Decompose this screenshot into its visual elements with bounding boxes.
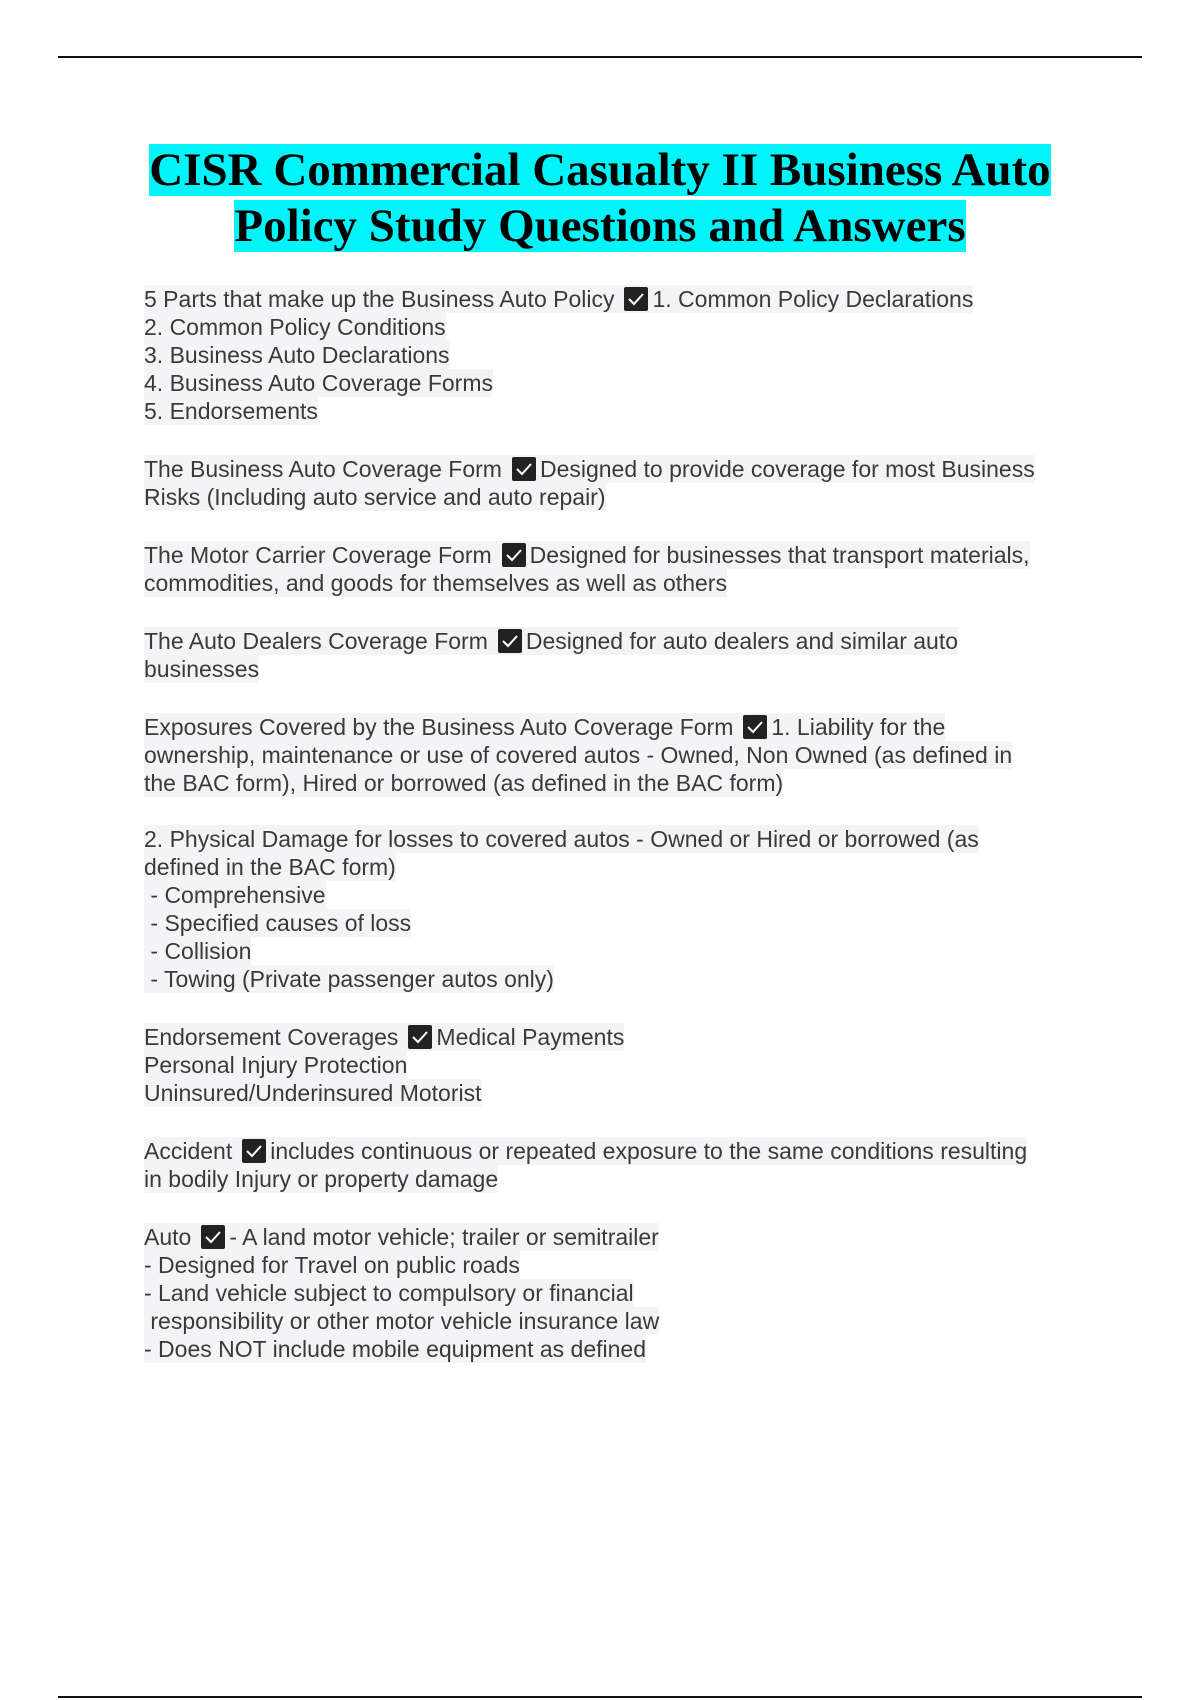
qa-item <box>144 1023 1094 1107</box>
checkbox-check-icon <box>624 287 648 311</box>
answer-text: businesses <box>144 656 260 682</box>
question-answer-line <box>144 455 1035 483</box>
checkbox-check-icon <box>201 1225 225 1249</box>
answer-text: - Does NOT include mobile equipment as defined <box>144 1336 647 1362</box>
header-rule <box>58 56 1142 58</box>
answer-text: Uninsured/Underinsured Motorist <box>144 1080 482 1106</box>
answer-text: includes continuous or repeated exposure to the same conditions resulting <box>270 1138 1028 1164</box>
answer-text: responsibility or other motor vehicle insurance law <box>144 1308 660 1334</box>
answer-text: 3. Business Auto Declarations <box>144 342 450 368</box>
qa-first-line <box>144 1137 1094 1165</box>
answer-text: Risks (Including auto service and auto repair) <box>144 484 606 510</box>
answer-text: 2. Common Policy Conditions <box>144 314 446 340</box>
answer-text: 1. Liability for the <box>771 714 946 740</box>
qa-first-line <box>144 1223 1094 1251</box>
answer-text: Medical Payments <box>436 1024 625 1050</box>
answer-line <box>144 1165 1094 1193</box>
checkbox-check-icon <box>512 457 536 481</box>
answer-line <box>144 825 1094 853</box>
answer-text: 4. Business Auto Coverage Forms <box>144 370 493 396</box>
qa-item <box>144 541 1094 597</box>
answer-text: 2. Physical Damage for losses to covered autos - Owned or Hired or borrowed (as <box>144 826 979 852</box>
question-text: The Business Auto Coverage Form <box>144 456 502 482</box>
question-answer-line <box>144 713 945 741</box>
answer-line <box>144 909 1094 937</box>
qa-first-line <box>144 1023 1094 1051</box>
answer-line <box>144 1307 1094 1335</box>
answer-line <box>144 1079 1094 1107</box>
checkbox-check-icon <box>502 543 526 567</box>
answer-line <box>144 853 1094 881</box>
qa-first-line <box>144 713 1094 741</box>
answer-text: - A land motor vehicle; trailer or semitrailer <box>229 1224 659 1250</box>
question-text: The Motor Carrier Coverage Form <box>144 542 492 568</box>
answer-text: 5. Endorsements <box>144 398 318 424</box>
title-line-1: CISR Commercial Casualty II Business Auto <box>149 144 1051 196</box>
answer-line <box>144 881 1094 909</box>
question-text: Exposures Covered by the Business Auto Coverage Form <box>144 714 734 740</box>
checkbox-check-icon <box>498 629 522 653</box>
answer-text: 1. Common Policy Declarations <box>652 286 974 312</box>
answer-line <box>144 1279 1094 1307</box>
answer-line <box>144 569 1094 597</box>
answer-text: - Collision <box>144 938 252 964</box>
answer-text: in bodily Injury or property damage <box>144 1166 499 1192</box>
title-line-2: Policy Study Questions and Answers <box>234 200 966 252</box>
answer-line <box>144 1051 1094 1079</box>
answer-line <box>144 655 1094 683</box>
answer-text: commodities, and goods for themselves as well as others <box>144 570 727 596</box>
answer-line <box>144 1251 1094 1279</box>
answer-text: - Comprehensive <box>144 882 326 908</box>
answer-line <box>144 965 1094 993</box>
qa-first-line <box>144 455 1094 483</box>
answer-line <box>144 1335 1094 1363</box>
qa-item <box>144 713 1094 993</box>
answer-line <box>144 369 1094 397</box>
answer-text: Designed for auto dealers and similar auto <box>525 628 959 654</box>
qa-item <box>144 1223 1094 1363</box>
answer-text: - Designed for Travel on public roads <box>144 1252 520 1278</box>
qa-item <box>144 285 1094 425</box>
answer-line <box>144 341 1094 369</box>
question-answer-line <box>144 285 973 313</box>
answer-line <box>144 313 1094 341</box>
answer-text: Designed for businesses that transport materials, <box>529 542 1030 568</box>
question-text: Auto <box>144 1224 192 1250</box>
answer-text: the BAC form), Hired or borrowed (as defined in the BAC form) <box>144 770 784 796</box>
answer-text <box>144 797 150 825</box>
question-text: 5 Parts that make up the Business Auto Policy <box>144 286 615 312</box>
answer-line <box>144 797 1094 825</box>
answer-line <box>144 937 1094 965</box>
question-text: Accident <box>144 1138 233 1164</box>
qa-first-line <box>144 627 1094 655</box>
checkbox-check-icon <box>242 1139 266 1163</box>
answer-line <box>144 483 1094 511</box>
answer-text: Personal Injury Protection <box>144 1052 408 1078</box>
question-answer-line <box>144 1023 624 1051</box>
question-answer-line <box>144 1223 659 1251</box>
qa-item <box>144 627 1094 683</box>
qa-item <box>144 1137 1094 1193</box>
qa-first-line <box>144 285 1094 313</box>
document-title <box>100 142 1100 254</box>
answer-line <box>144 397 1094 425</box>
question-answer-line <box>144 627 958 655</box>
question-text: The Auto Dealers Coverage Form <box>144 628 488 654</box>
answer-text: defined in the BAC form) <box>144 854 396 880</box>
answer-text: - Specified causes of loss <box>144 910 412 936</box>
qa-item <box>144 455 1094 511</box>
question-answer-line <box>144 1137 1027 1165</box>
question-answer-line <box>144 541 1030 569</box>
question-text: Endorsement Coverages <box>144 1024 399 1050</box>
answer-line <box>144 769 1094 797</box>
answer-line <box>144 741 1094 769</box>
answer-text: - Land vehicle subject to compulsory or financial <box>144 1280 634 1306</box>
qa-list <box>144 285 1094 1393</box>
answer-text: ownership, maintenance or use of covered autos - Owned, Non Owned (as defined in <box>144 742 1013 768</box>
answer-text: Designed to provide coverage for most Business <box>539 456 1035 482</box>
checkbox-check-icon <box>408 1025 432 1049</box>
answer-text: - Towing (Private passenger autos only) <box>144 966 554 992</box>
checkbox-check-icon <box>743 715 767 739</box>
footer-rule <box>58 1696 1142 1698</box>
qa-first-line <box>144 541 1094 569</box>
